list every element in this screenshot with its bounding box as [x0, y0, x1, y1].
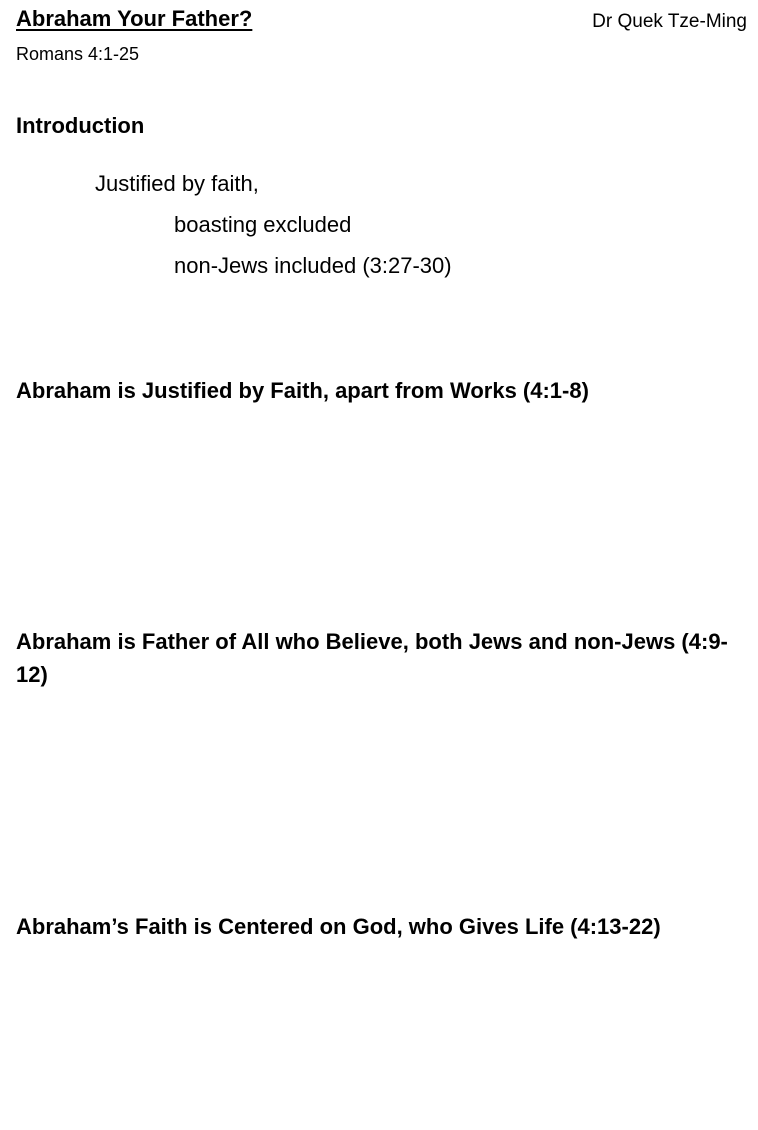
section-heading-justified: Abraham is Justified by Faith, apart from Works (4:1-8)	[16, 378, 589, 403]
section-heading-father: Abraham is Father of All who Believe, both Jews and non-Jews (4:9-12)	[16, 629, 728, 687]
author-name: Dr Quek Tze-Ming	[592, 11, 747, 32]
section-heading-faith: Abraham’s Faith is Centered on God, who Gives Life (4:13-22)	[16, 914, 661, 939]
page-title: Abraham Your Father?	[16, 6, 253, 31]
intro-line-non-jews: non-Jews included (3:27-30)	[174, 253, 452, 278]
intro-line-boasting: boasting excluded	[174, 212, 352, 237]
intro-line-justified: Justified by faith,	[95, 171, 259, 196]
introduction-heading: Introduction	[16, 113, 145, 138]
scripture-reference: Romans 4:1-25	[16, 44, 140, 64]
